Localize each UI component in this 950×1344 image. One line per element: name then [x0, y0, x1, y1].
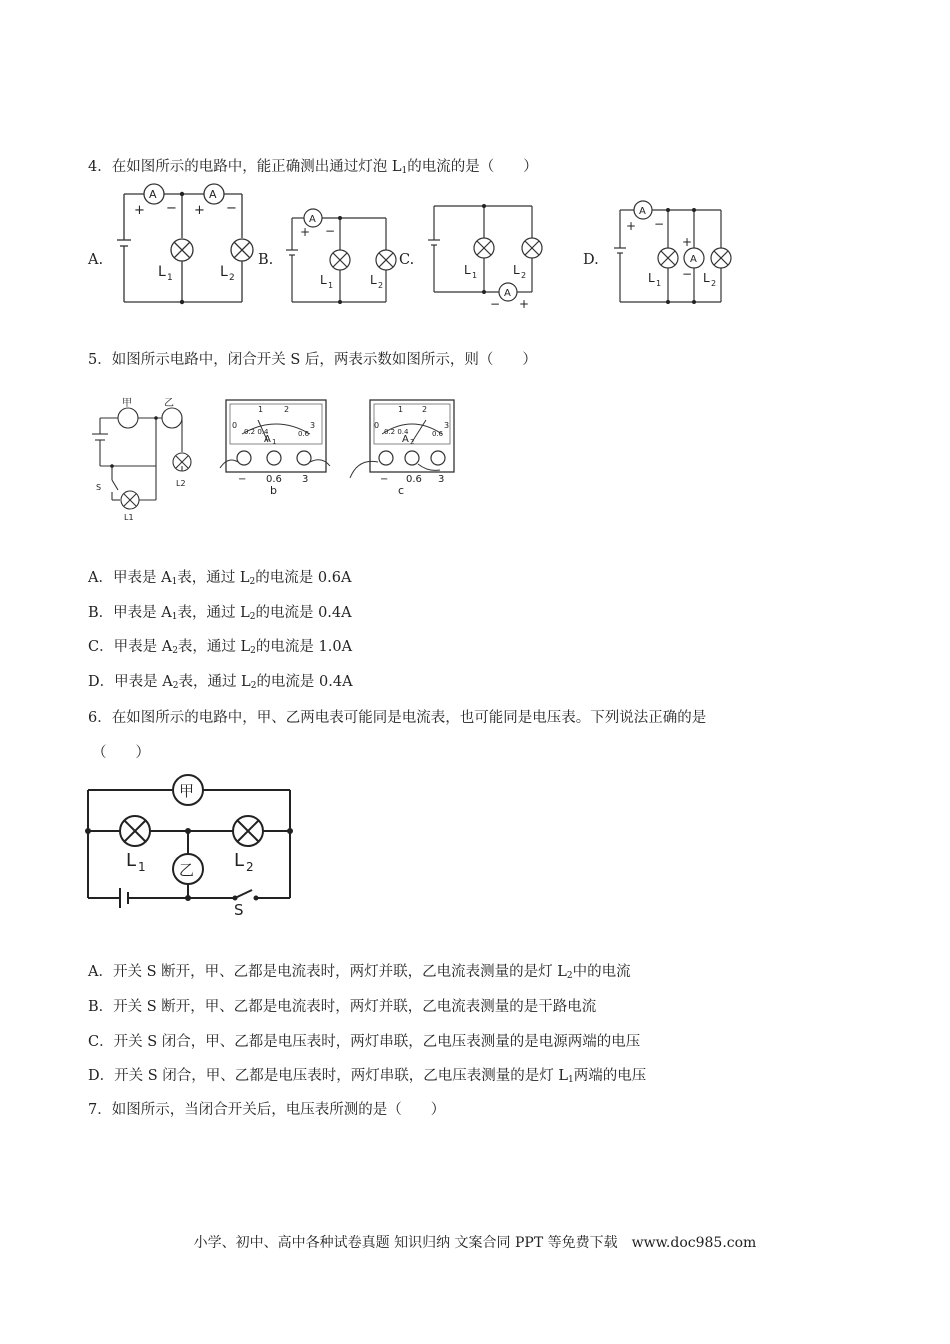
- svg-text:S: S: [96, 483, 102, 492]
- svg-text:3: 3: [310, 421, 316, 430]
- svg-text:L1: L1: [124, 513, 134, 522]
- svg-text:L: L: [648, 271, 655, 285]
- svg-text:A: A: [402, 434, 409, 445]
- svg-text:1: 1: [472, 271, 478, 280]
- q6-option-c[interactable]: C．开关 S 闭合，甲、乙都是电压表时，两灯串联，乙电压表测量的是电源两端的电压: [88, 1034, 641, 1050]
- q4-circuit-b: [282, 206, 400, 306]
- q5-option-c[interactable]: C．甲表是 $A_2$表，通过 $L_2$的电流是 1.0A: [88, 639, 353, 656]
- svg-text:A: A: [309, 214, 316, 225]
- svg-text:0.6: 0.6: [432, 430, 444, 438]
- svg-text:0: 0: [232, 421, 238, 430]
- svg-text:1: 1: [398, 405, 404, 414]
- svg-text:−: −: [238, 474, 247, 485]
- svg-text:−: −: [226, 201, 237, 216]
- q6-option-a[interactable]: A．开关 S 断开，甲、乙都是电流表时，两灯并联，乙电流表测量的是灯 $L_2$中的电流: [88, 964, 631, 981]
- svg-text:−: −: [166, 201, 177, 216]
- svg-text:−: −: [490, 297, 501, 310]
- svg-text:2: 2: [422, 405, 428, 414]
- svg-text:−: −: [380, 474, 389, 485]
- svg-text:0.6: 0.6: [406, 474, 422, 485]
- q4-stem: 4．在如图所示的电路中，能正确测出通过灯泡 $L_1$的电流的是（ ）: [88, 159, 538, 176]
- svg-text:2: 2: [284, 405, 290, 414]
- svg-text:L: L: [320, 273, 327, 287]
- svg-text:3: 3: [444, 421, 450, 430]
- svg-text:L: L: [158, 264, 166, 280]
- svg-text:1: 1: [167, 273, 173, 283]
- q4-circuit-a: [108, 180, 268, 306]
- svg-text:+: +: [626, 219, 637, 233]
- q4-option-d-label: D.: [583, 252, 599, 268]
- svg-text:乙: 乙: [179, 861, 195, 879]
- svg-text:1: 1: [272, 438, 277, 446]
- q5-option-b[interactable]: B．甲表是 $A_1$表，通过 $L_2$的电流是 0.4A: [88, 605, 352, 622]
- q6-circuit: [80, 768, 304, 916]
- svg-text:+: +: [194, 203, 205, 218]
- svg-text:A: A: [690, 254, 697, 265]
- svg-text:乙: 乙: [164, 398, 174, 409]
- svg-text:S: S: [234, 901, 244, 916]
- svg-text:3: 3: [302, 474, 309, 485]
- svg-text:L: L: [464, 263, 471, 277]
- svg-text:−: −: [682, 267, 693, 281]
- page-footer: 小学、初中、高中各种试卷真题 知识归纳 文案合同 PPT 等免费下载 www.doc985.com: [193, 1235, 757, 1251]
- svg-text:b: b: [270, 484, 277, 497]
- q7-stem: 7．如图所示，当闭合开关后，电压表所测的是（ ）: [88, 1102, 446, 1118]
- svg-text:+: +: [300, 225, 311, 239]
- svg-text:+: +: [682, 235, 693, 249]
- q4-option-b-label: B.: [258, 252, 274, 268]
- svg-text:L: L: [126, 850, 137, 871]
- svg-text:1: 1: [138, 860, 146, 874]
- svg-text:0.2 0.4: 0.2 0.4: [384, 428, 409, 436]
- svg-text:1: 1: [656, 279, 662, 288]
- svg-text:A: A: [264, 434, 271, 445]
- q6-stem-line1: 6．在如图所示的电路中，甲、乙两电表可能同是电流表，也可能同是电压表。下列说法正确的是: [88, 710, 707, 726]
- svg-text:2: 2: [521, 271, 527, 280]
- svg-text:A: A: [209, 188, 217, 201]
- svg-text:0: 0: [374, 421, 380, 430]
- svg-text:甲: 甲: [179, 782, 195, 800]
- svg-text:0.2 0.4: 0.2 0.4: [244, 428, 269, 436]
- q6-stem-line2: （ ）: [92, 745, 150, 761]
- svg-text:2: 2: [378, 281, 384, 290]
- svg-text:L: L: [513, 263, 520, 277]
- q6-option-d[interactable]: D．开关 S 闭合，甲、乙都是电压表时，两灯串联，乙电压表测量的是灯 $L_1$两端的电压: [88, 1068, 647, 1085]
- svg-text:A: A: [639, 206, 646, 217]
- svg-text:A: A: [149, 188, 157, 201]
- q5-option-a[interactable]: A．甲表是 $A_1$表，通过 $L_2$的电流是 0.6A: [88, 570, 352, 587]
- svg-text:c: c: [398, 484, 405, 497]
- svg-text:L: L: [703, 271, 710, 285]
- svg-text:1: 1: [328, 281, 334, 290]
- q4-option-c-label: C.: [399, 252, 415, 268]
- svg-text:甲: 甲: [122, 398, 132, 409]
- svg-text:2: 2: [229, 273, 235, 283]
- svg-text:L: L: [370, 273, 377, 287]
- q4-option-a-label: A.: [88, 252, 104, 268]
- svg-text:L: L: [234, 850, 245, 871]
- q5-meter-c: [344, 396, 458, 498]
- svg-text:A: A: [504, 288, 511, 299]
- svg-text:0.6: 0.6: [266, 474, 282, 485]
- svg-text:L2: L2: [176, 479, 186, 488]
- q4-circuit-d: [608, 198, 738, 308]
- svg-text:0.6: 0.6: [298, 430, 310, 438]
- q5-stem: 5．如图所示电路中，闭合开关 S 后，两表示数如图所示，则（ ）: [88, 352, 537, 368]
- svg-text:2: 2: [711, 279, 717, 288]
- svg-text:1: 1: [258, 405, 264, 414]
- q4-circuit-c: [420, 198, 550, 310]
- q5-circuit: [84, 392, 206, 524]
- q6-option-b[interactable]: B．开关 S 断开，甲、乙都是电流表时，两灯并联，乙电流表测量的是干路电流: [88, 999, 597, 1015]
- q5-option-d[interactable]: D．甲表是 $A_2$表，通过 $L_2$的电流是 0.4A: [88, 674, 353, 691]
- svg-text:2: 2: [410, 438, 415, 446]
- svg-text:−: −: [325, 224, 336, 238]
- q5-meter-b: [218, 396, 332, 498]
- svg-text:+: +: [519, 297, 530, 310]
- svg-text:L: L: [220, 264, 228, 280]
- svg-text:+: +: [134, 203, 145, 218]
- svg-text:3: 3: [438, 474, 445, 485]
- svg-text:2: 2: [246, 860, 254, 874]
- svg-text:−: −: [654, 217, 665, 231]
